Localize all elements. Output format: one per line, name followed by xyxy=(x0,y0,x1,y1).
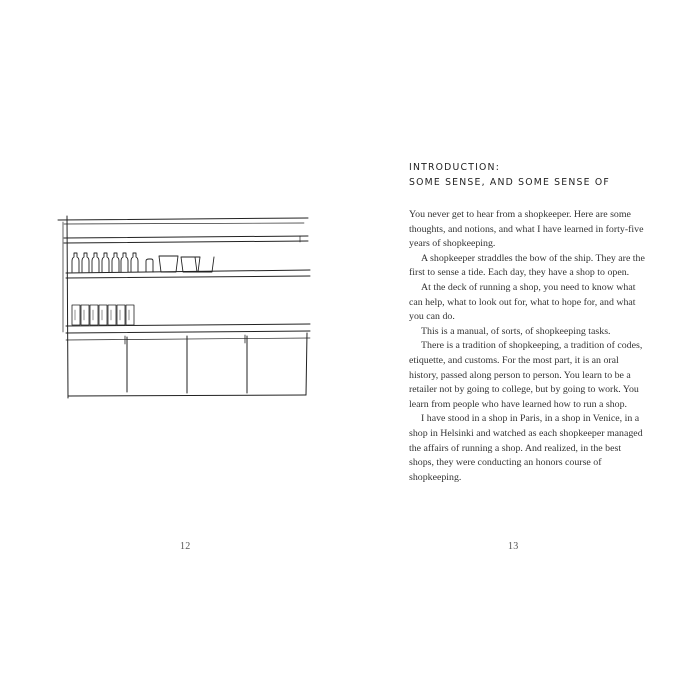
paragraph: You never get to hear from a shopkeeper. Here are some thoughts, and notions, and what I have learned in forty-five years of shopkeeping. xyxy=(409,209,644,250)
paragraph: I have stood in a shop in Paris, in a shop in Venice, in a shop in Helsinki and watched as each shopkeeper managed the affairs of running a shop. And realized, in the best shops, they were conducting an honors course of shopkeeping. xyxy=(409,413,643,483)
heading-line-2: SOME SENSE, AND SOME SENSE OF xyxy=(409,177,610,188)
paragraph: A shopkeeper straddles the bow of the ship. They are the first to sense a tide. Each day, they have a shop to open. xyxy=(409,252,645,279)
paragraph: At the deck of running a shop, you need to know what can help, what to look out for, what to hope for, and what you can do. xyxy=(409,281,636,323)
chapter-heading xyxy=(409,160,669,190)
shop-shelves-illustration xyxy=(52,212,322,402)
paragraph: This is a manual, of sorts, of shopkeeping tasks. xyxy=(421,325,611,337)
heading-line-1: INTRODUCTION: xyxy=(409,162,501,173)
page-number-left: 12 xyxy=(180,541,191,552)
page-number-right: 13 xyxy=(508,541,519,552)
body-text xyxy=(409,208,647,485)
paragraph: There is a tradition of shopkeeping, a tradition of codes, etiquette, and customs. For the most part, it is an oral history, passed along person to person. You learn to be a retailer not by going to college, but by going to work. You learn from people who have learned how to run a shop. xyxy=(409,340,643,410)
